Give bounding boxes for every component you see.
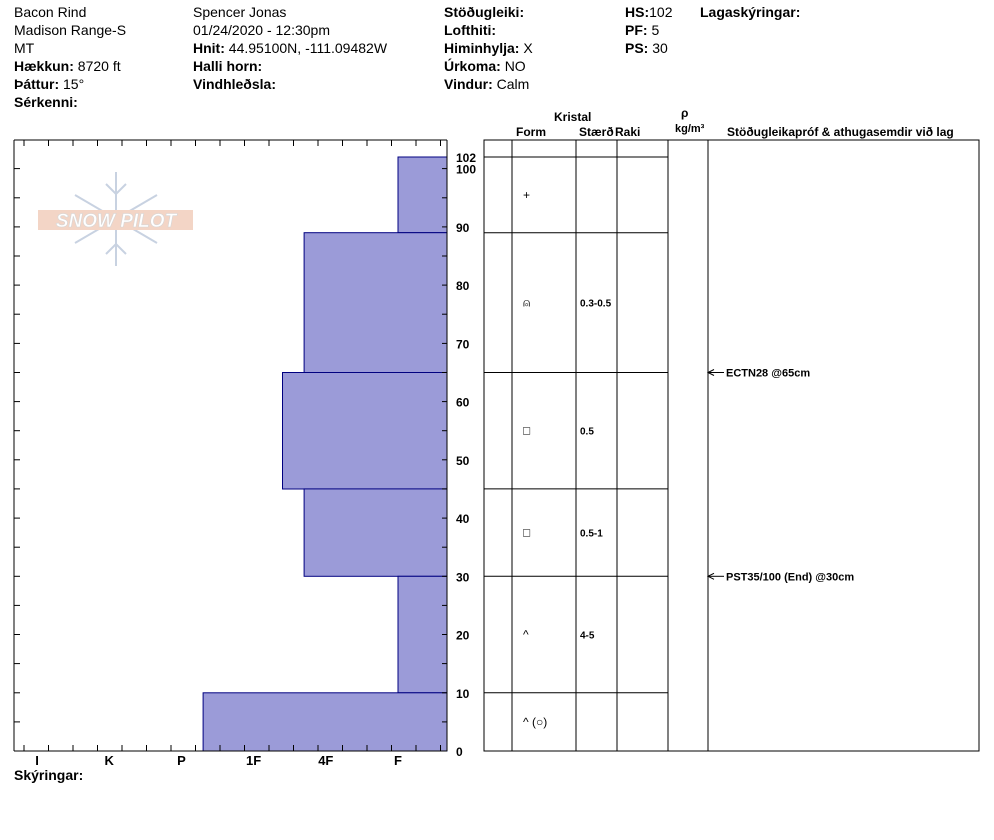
hardness-bar-4 <box>398 576 447 693</box>
grain-size-2: 0.5 <box>580 426 594 438</box>
size-header: Stærð <box>579 125 614 139</box>
hardness-bar-3 <box>304 489 447 576</box>
crystal-header: Kristal <box>554 110 592 124</box>
hardness-bar-1 <box>304 233 447 373</box>
grain-size-3: 0.5-1 <box>580 528 603 540</box>
wind-loading-label: Vindhleðsla: <box>193 76 276 92</box>
rho-header: ρ <box>681 106 689 120</box>
wind-value: Calm <box>496 76 530 92</box>
hs-value: 102 <box>649 4 673 20</box>
location-name: Bacon Rind <box>14 4 87 20</box>
elevation-value: 8720 ft <box>77 58 121 74</box>
logo-text: SNOW PILOT <box>55 211 177 232</box>
depth-tick-label: 30 <box>456 570 470 585</box>
wind-label: Vindur: <box>444 76 493 92</box>
aspect-value: 15° <box>63 76 85 92</box>
density-unit-header: kg/m³ <box>675 123 705 135</box>
crystal-table-frame <box>484 140 979 751</box>
hardness-tick-label: 4F <box>318 753 334 768</box>
grain-size-1: 0.3-0.5 <box>580 298 612 310</box>
coordinates-label: Hnit: <box>193 40 225 56</box>
stability-test-0: ECTN28 @65cm <box>726 367 811 380</box>
tests-header: Stöðugleikapróf & athugasemdir við lag <box>727 125 954 139</box>
hardness-tick-label: I <box>35 753 39 768</box>
hardness-bar-5 <box>203 693 447 751</box>
depth-tick-label: 20 <box>456 628 470 643</box>
hardness-tick-label: K <box>104 753 114 768</box>
hardness-bar-2 <box>283 373 448 490</box>
state: MT <box>14 40 35 56</box>
precipitation-label: Úrkoma: <box>444 58 501 74</box>
depth-tick-label: 50 <box>456 453 470 468</box>
elevation-label: Hækkun: <box>14 58 74 74</box>
depth-tick-label: 100 <box>456 162 477 177</box>
stability-test-1: PST35/100 (End) @30cm <box>726 571 855 584</box>
mountain-range: Madison Range-S <box>14 22 127 38</box>
pf-value: 5 <box>651 22 660 38</box>
observer-name: Spencer Jonas <box>193 4 287 20</box>
coordinates-value: 44.95100N, -111.09482W <box>228 40 388 56</box>
grain-form-symbol-0: + <box>523 187 531 202</box>
sky-cover-label: Himinhylja: <box>444 40 520 56</box>
grain-form-symbol-3: □ <box>523 525 531 540</box>
grain-size-4: 4-5 <box>580 630 595 642</box>
slope-angle-label: Halli horn: <box>193 58 263 74</box>
ps-value: 30 <box>652 40 668 56</box>
depth-tick-label: 0 <box>456 745 463 759</box>
hardness-tick-label: F <box>394 753 402 768</box>
hardness-bar-0 <box>398 157 447 233</box>
depth-tick-label: 102 <box>456 151 477 165</box>
hardness-tick-label: P <box>177 753 186 768</box>
ps-label: PS: <box>625 40 649 56</box>
notes-label: Skýringar: <box>14 767 84 783</box>
grain-form-symbol-1: ⍝ <box>523 295 531 310</box>
stability-label: Stöðugleiki: <box>444 4 525 20</box>
aspect-label: Þáttur: <box>14 76 60 92</box>
snowpilot-logo <box>38 172 193 266</box>
depth-tick-label: 90 <box>456 220 470 235</box>
depth-tick-label: 60 <box>456 395 470 410</box>
precipitation-value: NO <box>504 58 526 74</box>
grain-form-symbol-4: ^ <box>523 627 529 642</box>
grain-form-symbol-2: □ <box>523 423 531 438</box>
hardness-tick-label: 1F <box>246 753 262 768</box>
observation-datetime: 01/24/2020 - 12:30pm <box>193 22 330 38</box>
form-header: Form <box>516 125 546 139</box>
air-temp-label: Lofthiti: <box>444 22 497 38</box>
pf-label: PF: <box>625 22 648 38</box>
depth-tick-label: 40 <box>456 512 470 527</box>
hs-label: HS: <box>625 4 650 20</box>
grain-form-symbol-5: ^ (○) <box>523 714 548 729</box>
features-label: Sérkenni: <box>14 94 78 110</box>
depth-tick-label: 80 <box>456 279 470 294</box>
moisture-header: Raki <box>615 125 641 139</box>
depth-tick-label: 10 <box>456 686 470 701</box>
sky-cover-value: X <box>523 40 533 56</box>
layer-notes-label: Lagaskýringar: <box>700 4 801 20</box>
depth-tick-label: 70 <box>456 337 470 352</box>
